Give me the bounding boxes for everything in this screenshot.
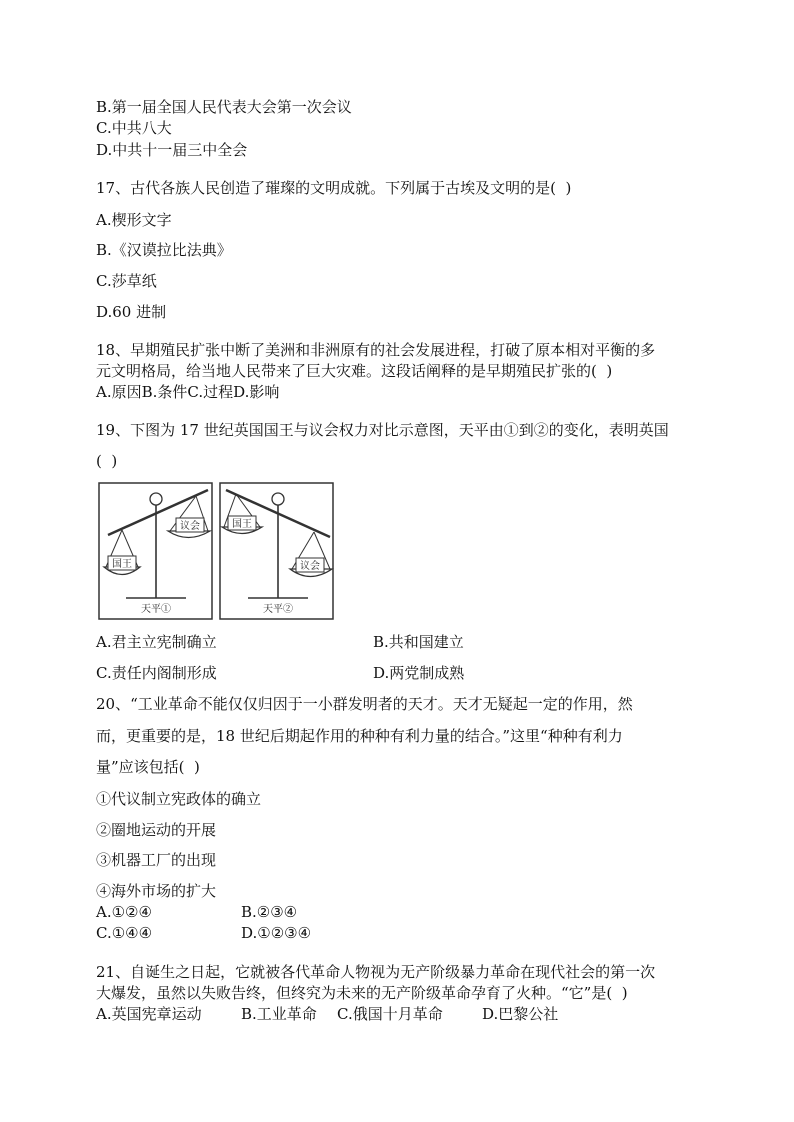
- balance-scale-figure: [98, 482, 336, 622]
- q20-item-2: ②圈地运动的开展: [96, 821, 217, 839]
- scale2-right-label: 议会: [300, 561, 320, 572]
- scale2-left-label: 国王: [232, 519, 252, 530]
- q19-stem-line2: ( ): [96, 452, 118, 470]
- scale1-left-label: 国王: [112, 559, 132, 570]
- q17-option-b: B.《汉谟拉比法典》: [96, 241, 232, 259]
- q21-stem-line2: 大爆发，虽然以失败告终，但终究为未来的无产阶级革命孕育了火种。“它”是( ): [96, 984, 628, 1002]
- q20-stem-line3: 量”应该包括( ): [96, 758, 200, 776]
- q17-option-d: D.60 进制: [96, 303, 167, 321]
- q21-option-b: B.工业革命: [241, 1005, 317, 1023]
- q17-option-c: C.莎草纸: [96, 272, 157, 290]
- q20-option-d: D.①②③④: [241, 924, 312, 942]
- balance-scale-2: [220, 483, 333, 619]
- q19-option-a: A.君主立宪制确立: [96, 633, 217, 651]
- q16-option-c: C.中共八大: [96, 119, 172, 137]
- q19-stem-line1: 19、下图为 17 世纪英国国王与议会权力对比示意图，天平由①到②的变化，表明英国: [96, 421, 669, 439]
- q20-stem-line1: 20、“工业革命不能仅仅归因于一小群发明者的天才。天才无疑起一定的作用，然: [96, 695, 633, 713]
- q19-option-c: C.责任内阁制形成: [96, 664, 217, 682]
- q20-item-4: ④海外市场的扩大: [96, 882, 217, 900]
- q21-option-a: A.英国宪章运动: [96, 1005, 202, 1023]
- q20-stem-line2: 而，更重要的是，18 世纪后期起作用的种种有利力量的结合。”这里“种种有利力: [96, 727, 623, 745]
- scale2-pivot: [272, 493, 284, 505]
- q20-option-b: B.②③④: [241, 903, 298, 921]
- scale1-pivot: [150, 493, 162, 505]
- q19-option-b: B.共和国建立: [373, 633, 464, 651]
- q18-stem-line2: 元文明格局，给当地人民带来了巨大灾难。这段话阐释的是早期殖民扩张的( ): [96, 362, 613, 380]
- q21-option-c: C.俄国十月革命: [337, 1005, 443, 1023]
- scale1-right-label: 议会: [180, 521, 200, 532]
- q20-item-3: ③机器工厂的出现: [96, 851, 217, 869]
- q16-option-b: B.第一届全国人民代表大会第一次会议: [96, 98, 352, 116]
- q18-stem-line1: 18、早期殖民扩张中断了美洲和非洲原有的社会发展进程，打破了原本相对平衡的多: [96, 341, 656, 359]
- q20-item-1: ①代议制立宪政体的确立: [96, 790, 262, 808]
- q16-option-d: D.中共十一届三中全会: [96, 141, 248, 159]
- balance-scale-1: [99, 483, 212, 619]
- q18-options: A.原因B.条件C.过程D.影响: [96, 383, 280, 401]
- q21-option-d: D.巴黎公社: [482, 1005, 559, 1023]
- q20-option-a: A.①②④: [96, 903, 152, 921]
- q17-option-a: A.楔形文字: [96, 211, 172, 229]
- scale2-caption: 天平②: [263, 604, 293, 615]
- q20-option-c: C.①④④: [96, 924, 153, 942]
- q21-stem-line1: 21、自诞生之日起，它就被各代革命人物视为无产阶级暴力革命在现代社会的第一次: [96, 963, 656, 981]
- q19-option-d: D.两党制成熟: [373, 664, 465, 682]
- scale1-caption: 天平①: [141, 604, 171, 615]
- q17-stem: 17、古代各族人民创造了璀璨的文明成就。下列属于古埃及文明的是( ): [96, 179, 572, 197]
